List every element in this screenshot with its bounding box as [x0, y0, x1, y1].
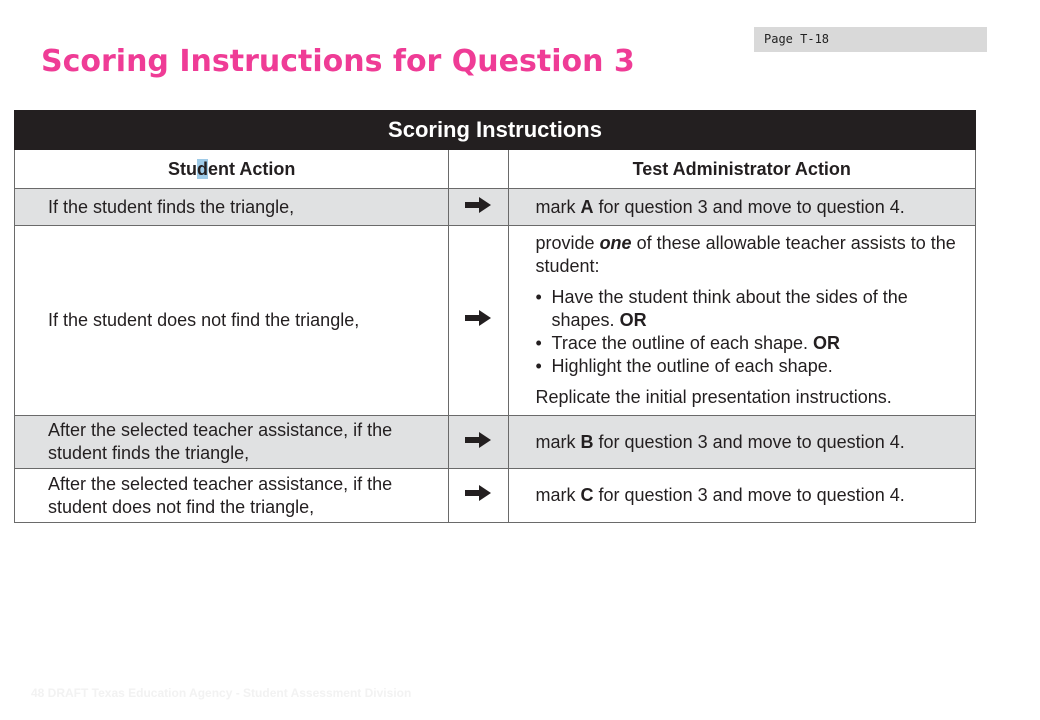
right-arrow-icon [465, 432, 491, 448]
scoring-instructions-table [14, 110, 976, 523]
assist-intro: provide one of these allowable teacher assists to the student: [535, 233, 956, 276]
student-action-cell: If the student finds the triangle, [15, 189, 449, 226]
arrow-cell [449, 469, 508, 523]
student-action-cell: After the selected teacher assistance, if the student finds the triangle, [15, 416, 449, 469]
arrow-column-header [449, 150, 508, 189]
list-item: • Have the student think about the sides of the shapes. OR [536, 286, 965, 332]
admin-action-cell: mark C for question 3 and move to question 4. [508, 469, 975, 523]
assist-footer-note: Replicate the initial presentation instructions. [535, 387, 892, 407]
admin-action-cell [508, 226, 975, 416]
page-footer: 48 DRAFT Texas Education Agency - Student Assessment Division [31, 686, 412, 700]
assist-list [536, 286, 965, 378]
student-action-header: Student Action [15, 150, 449, 189]
page-number-label: Page T-18 [754, 27, 987, 52]
right-arrow-icon [465, 310, 491, 326]
text-selection-highlight: d [197, 158, 208, 179]
arrow-cell [449, 189, 508, 226]
right-arrow-icon [465, 485, 491, 501]
admin-action-cell: mark B for question 3 and move to question 4. [508, 416, 975, 469]
admin-action-header: Test Administrator Action [508, 150, 975, 189]
table-banner: Scoring Instructions [15, 111, 976, 150]
student-action-cell: After the selected teacher assistance, if the student does not find the triangle, [15, 469, 449, 523]
right-arrow-icon [465, 197, 491, 213]
arrow-cell [449, 416, 508, 469]
table-row [15, 469, 976, 523]
student-action-cell: If the student does not find the triangle, [15, 226, 449, 416]
admin-action-cell: mark A for question 3 and move to question 4. [508, 189, 975, 226]
table-row [15, 189, 976, 226]
arrow-cell [449, 226, 508, 416]
table-row [15, 416, 976, 469]
table-row [15, 226, 976, 416]
list-item: • Trace the outline of each shape. OR [536, 332, 965, 355]
list-item: • Highlight the outline of each shape. [536, 355, 965, 378]
page-title: Scoring Instructions for Question 3 [41, 44, 635, 79]
